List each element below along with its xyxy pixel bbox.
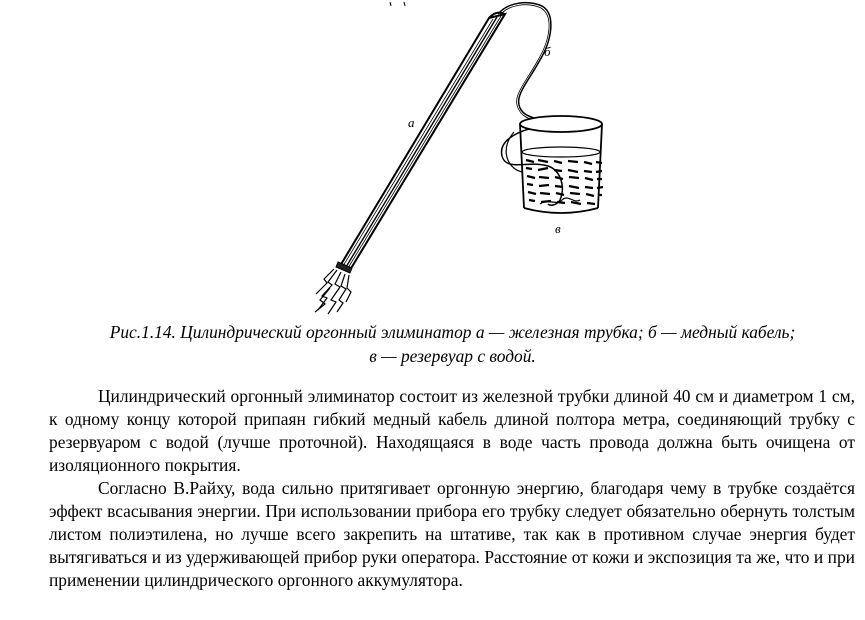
paragraph-2: Согласно В.Райху, вода сильно притягивает оргонную энергию, благодаря чему в трубке создаётся эффект всасывания энергии. При использовании прибора его трубку следует обязательно обернуть толстым листом полиэтилена, но лучше всего закрепить на штативе, так как в противном случае энергия будет вытягиваться и из удерживающей прибор руки оператора. Расстояние от кожи и экспозиция та же, что и при применении цилиндрического оргонного аккумулятора. [49, 478, 855, 590]
body-text [49, 385, 855, 592]
paragraph-1: Цилиндрический оргонный элиминатор состоит из железной трубки длиной 40 см и диаметром 1 см, к одному концу которой припаян гибкий медный кабель длиной полтора метра, соединяющий трубку с резервуаром с водой (лучше проточной). Находящаяся в воде часть провода должна быть очищена от изоляционного покрытия. [49, 386, 855, 475]
copper-cable [498, 3, 562, 205]
figure-caption [40, 320, 865, 368]
caption-line-2: в — резервуар с водой. [369, 346, 536, 366]
tube-frayed-end [315, 269, 351, 314]
label-reservoir: в [555, 221, 561, 236]
label-cable: б [544, 44, 551, 59]
iron-tube [336, 13, 505, 273]
caption-line-1: Рис.1.14. Цилиндрический оргонный элиминатор а — железная трубка; б — медный кабель; [109, 322, 796, 342]
label-tube: а [408, 115, 415, 130]
top-marks [390, 2, 405, 6]
water-fill [526, 160, 603, 204]
